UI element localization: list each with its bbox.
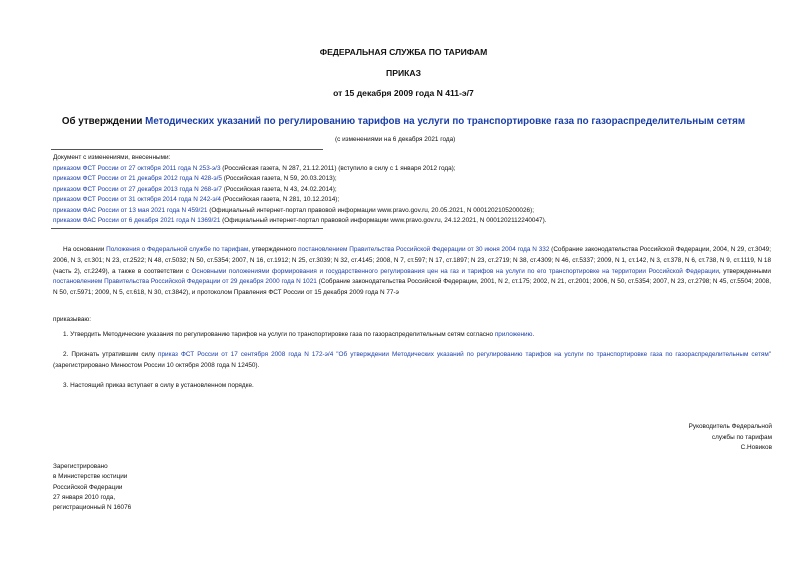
edit-link[interactable]: приказом ФСТ России от 27 октября 2011 года N 253-э/3: [53, 164, 221, 172]
edit-item: приказом ФСТ России от 27 октября 2011 года N 253-э/3 (Российская газета, N 287, 21.12.2011) (вступило в силу с 1 января 2012 года);: [53, 164, 456, 172]
order-word: приказываю:: [53, 316, 91, 323]
signer-name: С.Новиков: [740, 444, 772, 451]
edit-link[interactable]: приказом ФСТ России от 31 октября 2014 года N 242-э/4: [53, 196, 221, 203]
divider-top: [51, 149, 323, 150]
document-title: [0, 116, 807, 127]
preamble-link-regulation[interactable]: Положения о Федеральной службе по тарифам: [106, 246, 249, 253]
title-prefix: Об утверждении: [61, 116, 146, 127]
clause-3: 3. Настоящий приказ вступает в силу в установленном порядке.: [63, 382, 254, 389]
edit-link[interactable]: приказом ФСТ России от 27 декабря 2013 года N 268-э/7: [53, 185, 222, 193]
edits-intro: Документ с изменениями, внесенными:: [53, 154, 171, 161]
edits-list: [53, 153, 547, 227]
registration-block: Зарегистрировано в Министерстве юстиции Российской Федерации 27 января 2010 года, регистрационный N 16076: [53, 463, 132, 512]
edit-item: приказом ФАС России от 6 декабря 2021 года N 1369/21 (Официальный интернет-портал правовой информации www.pravo.gov.ru, 24.12.2021, N 0001202112240047).: [53, 217, 547, 224]
edit-item: приказом ФСТ России от 31 октября 2014 года N 242-э/4 (Российская газета, N 281, 10.12.2014);: [53, 196, 340, 203]
edit-link[interactable]: приказом ФАС России от 13 мая 2021 года N 459/21: [53, 206, 208, 214]
preamble-link-decree-1021[interactable]: постановлением Правительства Российской Федерации от 29 декабря 2000 года N 1021: [53, 278, 317, 286]
edit-item: приказом ФАС России от 13 мая 2021 года N 459/21 (Официальный интернет-портал правовой информации www.pravo.gov.ru, 20.05.2021, N 0001202105200026);: [53, 206, 535, 214]
signature-block: [689, 422, 772, 454]
doc-type-heading: ПРИКАЗ: [386, 68, 421, 78]
divider-bottom: [51, 228, 323, 229]
revision-note: (с изменениями на 6 декабря 2021 года): [335, 136, 456, 143]
clause-1: 1. Утвердить Методические указания по регулированию тарифов на услуги по транспортировке газа по газораспределительным сетям согласно приложению.: [63, 331, 535, 338]
title-link[interactable]: Методических указаний по регулированию тарифов на услуги по транспортировке газа по газораспределительным сетям: [145, 116, 746, 127]
preamble-link-basic-provisions[interactable]: Основными положениями формирования и государственного регулирования цен на газ и тарифов на услуги по его транспортировке на территории Российской Федерации: [191, 267, 719, 275]
repealed-order-link[interactable]: приказ ФСТ России от 17 сентября 2008 года N 172-э/4 "Об утверждении Методических указаний по регулированию тарифов на услуги по транспортировке газа по газораспределительным сетям": [158, 351, 771, 358]
edit-item: приказом ФСТ России от 21 декабря 2012 года N 428-э/5 (Российская газета, N 59, 20.03.2013);: [53, 175, 337, 182]
date-number-heading: от 15 декабря 2009 года N 411-э/7: [333, 88, 474, 98]
appendix-link[interactable]: приложению: [494, 331, 533, 338]
edit-link[interactable]: приказом ФСТ России от 21 декабря 2012 года N 428-э/5: [53, 175, 222, 182]
edit-item: приказом ФСТ России от 27 декабря 2013 года N 268-э/7 (Российская газета, N 43, 24.02.2014);: [53, 185, 337, 193]
signature-line: службы по тарифам: [711, 433, 772, 441]
signature-line: Руководитель Федеральной: [688, 423, 772, 430]
agency-heading: ФЕДЕРАЛЬНАЯ СЛУЖБА ПО ТАРИФАМ: [319, 47, 488, 57]
preamble-link-decree-332[interactable]: постановлением Правительства Российской Федерации от 30 июня 2004 года N 332: [298, 246, 550, 253]
preamble-paragraph: На основании Положения о Федеральной службе по тарифам, утвержденного постановлением Правительства Российской Федерации от 30 июня 2004 года N 332 (Собрание законодательства Российской Федерации, 2004, N 29, ст.3049; 2006, N 3, ст.301; N 23, ст.2522; N 48, ст.5032; N 50, ст.5354; 2007, N 16, ст.1912; N 25, ст.3039; N 32, ст.4145; 2008, N 7, ст.597; N 17, ст.1897; N 23, ст.2719; N 38, ст.4309; N 46, ст.5337; 2009, N 1, ст.142, N 3, ст.378, N 6, ст.738, N 9, ст.1119, N 18 (часть 2), ст.2249), а также в соответствии с Основными положениями формирования и государственного регулирования цен на газ и тарифов на услуги по его транспортировке на территории Российской Федерации, утвержденными постановлением Правительства Российской Федерации от 29 декабря 2000 года N 1021 (Собрание законодательства Российской Федерации, 2001, N 2, ст.175; 2002, N 21, ст.2001; 2006, N 50, ст.5354; 2007, N 23, ст.2798; N 45, ст.5504; 2008, N 50, ст.5971; 2009, N 5, ст.618, N 30, ст.3842), и протоколом Правления ФСТ России от 15 декабря 2009 года N 77-э: [53, 246, 772, 297]
clause-2: 2. Признать утратившим силу приказ ФСТ России от 17 сентября 2008 года N 172-э/4 "Об утверждении Методических указаний по регулированию тарифов на услуги по транспортировке газа по газораспределительным сетям" (зарегистрировано Минюстом России 10 октября 2008 года N 12450).: [53, 351, 771, 369]
edit-link[interactable]: приказом ФАС России от 6 декабря 2021 года N 1369/21: [53, 217, 221, 224]
